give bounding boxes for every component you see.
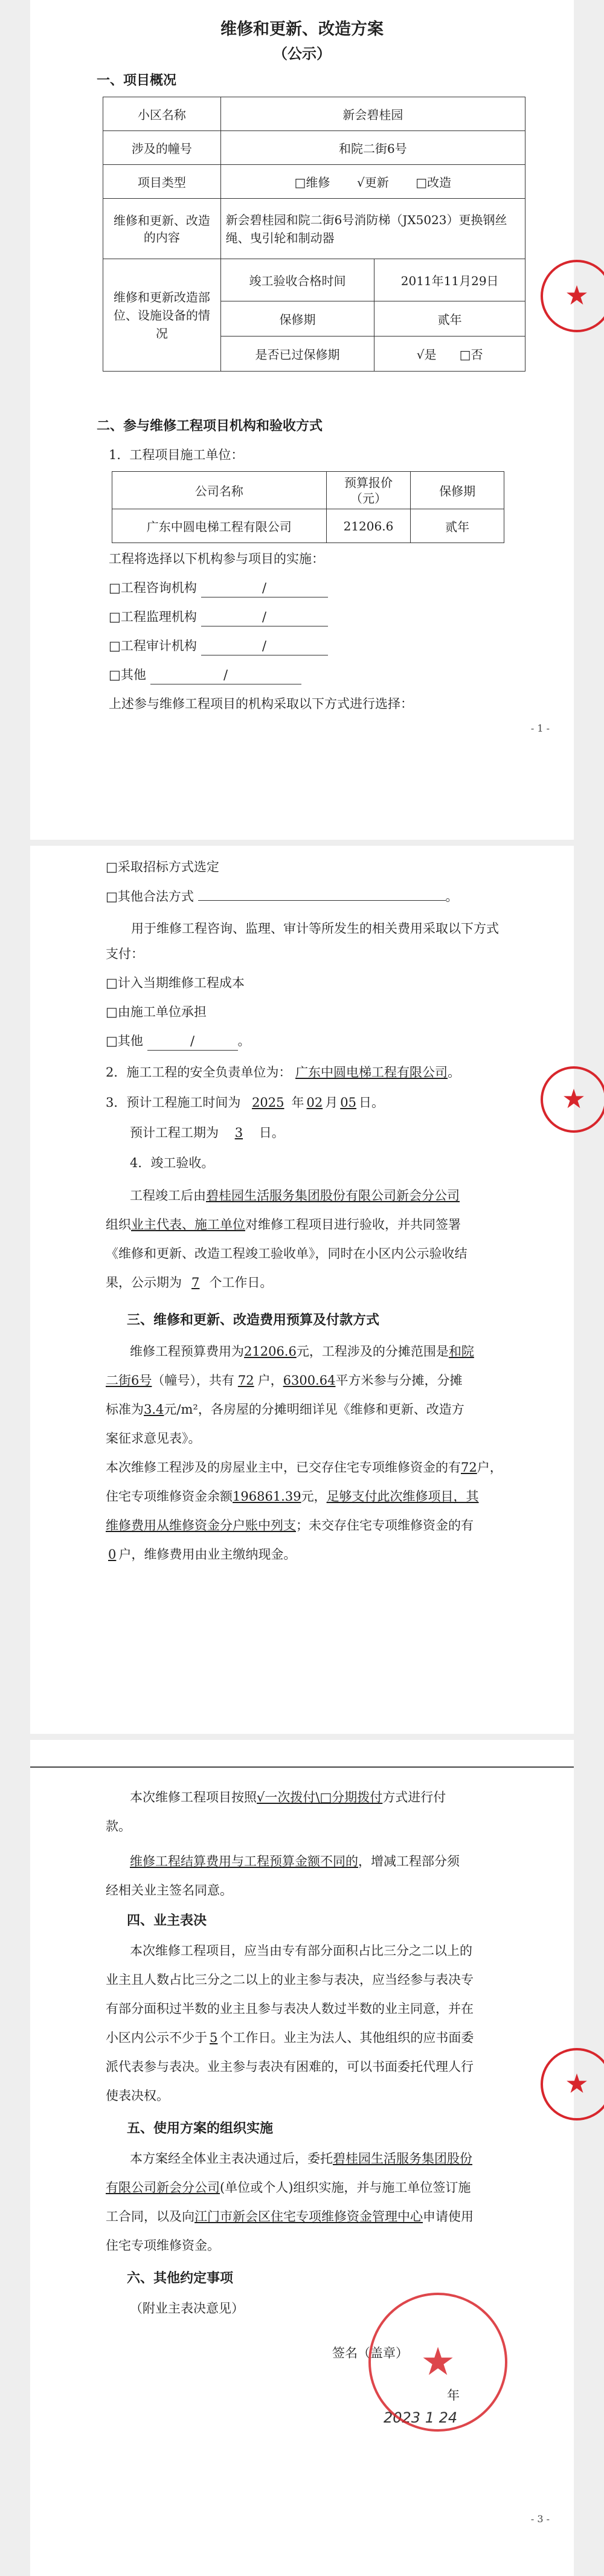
pay-line-2: 款。: [106, 1819, 131, 1834]
other-option: [109, 666, 301, 684]
page-3: [30, 1740, 589, 2576]
document-title: 维修和更新、改造方案: [220, 20, 384, 39]
status-label: 维修和更新改造部位、设施设备的情况: [103, 259, 221, 372]
acceptance-l4c: 个工作日。: [209, 1275, 273, 1290]
budget-l2f: 平方米参与分摊，分摊: [335, 1373, 463, 1388]
company-header-name: 公司名称: [112, 472, 327, 509]
budget-l3a: 标准为: [106, 1402, 144, 1417]
year-mark: 年: [447, 2388, 460, 2403]
impl-line-3: [106, 2207, 474, 2226]
impl-l3a: 工合同，以及向: [106, 2209, 194, 2224]
signature-label: 签名（盖章）: [332, 2346, 408, 2360]
budget-households: 72: [237, 1373, 254, 1388]
impl-line-2: [106, 2178, 471, 2197]
impl-l2b: (单位或个人)组织实施，并与施工单位签订施: [220, 2180, 471, 2195]
fund-line-1: [106, 1458, 503, 1476]
budget-line-2: [106, 1371, 462, 1389]
seal-star-icon: ★: [565, 2069, 589, 2099]
company-seal: [368, 2293, 507, 2432]
fee-opt-3-label: □其他: [106, 1034, 143, 1048]
fund-unpaid-households: 0: [108, 1547, 117, 1562]
consult-blank: /: [201, 579, 328, 597]
opt-other-blank: [198, 887, 446, 901]
duration-value: 3: [234, 1125, 243, 1140]
completion-value: 2011年11月29日: [374, 259, 525, 301]
overview-table: [103, 97, 525, 372]
item-2-label: 2．施工工程的安全负责单位为：: [106, 1065, 292, 1080]
vote-line-1: 本次维修工程项目，应当由专有部分面积占比三分之二以上的: [130, 1943, 472, 1958]
audit-blank: /: [201, 637, 328, 655]
expired-options: [374, 336, 525, 372]
settle-l1a: 维修工程结算费用与工程预算金额不同的: [130, 1854, 358, 1869]
fund-l3b: ；未交存住宅专项维修资金的有: [296, 1518, 474, 1533]
fund-l1a: 本次维修工程涉及的房屋业主中，已交存住宅专项维修资金的有: [106, 1460, 461, 1475]
item-2-value: 广东中圆电梯工程有限公司: [295, 1065, 448, 1080]
budget-l2d: 户，: [257, 1373, 283, 1388]
red-seal-3: [541, 2048, 604, 2120]
impl-l1b: 碧桂园生活服务集团股份: [333, 2151, 472, 2166]
type-option-repair: □维修: [294, 175, 330, 190]
opt-bid: □采取招标方式选定: [106, 860, 219, 874]
company-table: [112, 471, 504, 543]
acceptance-l1a: 工程竣工后由: [130, 1188, 206, 1203]
content-label: 维修和更新、改造的内容: [103, 199, 221, 259]
acceptance-line-3: 《维修和更新、改造工程竣工验收单》，同时在小区内公示验收结: [106, 1246, 467, 1261]
vote-days: 5: [210, 2030, 218, 2045]
acceptance-l2a: 组织: [106, 1217, 131, 1232]
impl-l2a: 有限公司新会分公司: [106, 2180, 220, 2195]
budget-rate: 3.4: [144, 1402, 164, 1417]
attachment-note: （附业主表决意见）: [130, 2301, 244, 2316]
publicity-days: 7: [191, 1275, 200, 1290]
item-4: 4．竣工验收。: [130, 1156, 214, 1170]
select-intro: 工程将选择以下机构参与项目的实施：: [109, 552, 324, 566]
impl-l3c: 申请使用: [423, 2209, 474, 2224]
duration-unit: 日。: [259, 1125, 284, 1140]
budget-l1d: 和院: [448, 1344, 474, 1359]
section-2-heading: 二、参与维修工程项目机构和验收方式: [97, 418, 323, 434]
fee-opt-3-blank: /: [147, 1032, 238, 1051]
fund-l2d: 足够支付此次维修项目，其: [326, 1489, 479, 1504]
consult-label: □工程咨询机构: [109, 581, 197, 595]
budget-l2b: （幢号），共有: [152, 1373, 234, 1388]
community-label: 小区名称: [103, 97, 221, 131]
content-value: 新会碧桂园和院二街6号消防梯（JX5023）更换钢丝绳、曳引轮和制动器: [220, 199, 525, 259]
item-3: 3．预计工程施工时间为 2025 年 02 月 05 日。: [106, 1095, 384, 1110]
start-day: 05: [340, 1095, 356, 1110]
other-label: □其他: [109, 668, 146, 682]
budget-l1c: 元，工程涉及的分摊范围是: [296, 1344, 449, 1359]
audit-label: □工程审计机构: [109, 639, 197, 653]
duration: [130, 1124, 284, 1142]
document-subtitle: （公示）: [273, 45, 331, 62]
budget-building: 二街6号: [106, 1373, 152, 1388]
budget-area: 6300.64: [283, 1373, 336, 1388]
company-header-warranty: 保修期: [411, 472, 504, 509]
type-option-renovate: □改造: [416, 175, 452, 190]
other-blank: /: [150, 666, 301, 684]
consult-option: [109, 579, 328, 597]
red-seal-2: [541, 1066, 604, 1133]
acceptance-organizer: 碧桂园生活服务集团股份有限公司新会分公司: [206, 1188, 460, 1203]
opt-other: □其他合法方式 。: [106, 887, 458, 906]
vote-line-3: 有部分面积过半数的业主且参与表决人数过半数的业主同意，并在: [106, 2001, 474, 2016]
impl-line-4: 住宅专项维修资金。: [106, 2238, 220, 2253]
budget-amount: 21206.6: [244, 1344, 297, 1359]
budget-l1a: 维修工程预算费用为: [130, 1344, 244, 1359]
warranty-value: 贰年: [374, 301, 525, 336]
company-warranty: 贰年: [411, 509, 504, 543]
vote-l4a: 小区内公示不少于: [106, 2030, 207, 2045]
page-number-3: - 3 -: [530, 2513, 550, 2525]
fund-balance: 196861.39: [233, 1489, 301, 1504]
company-price: 21206.6: [326, 509, 411, 543]
section-5-heading: 五、使用方案的组织实施: [127, 2120, 274, 2136]
impl-line-1: [130, 2149, 472, 2168]
unit-intro: 1．工程项目施工单位：: [109, 448, 244, 462]
fund-l3a: 维修费用从维修资金分户账中列支: [106, 1518, 296, 1533]
section-6-heading: 六、其他约定事项: [127, 2270, 234, 2286]
acceptance-line-1: [130, 1187, 460, 1205]
type-option-update: √更新: [356, 175, 389, 190]
vote-line-6: 使表决权。: [106, 2088, 169, 2103]
vote-l4c: 个工作日。业主为法人、其他组织的应书面委: [220, 2030, 474, 2045]
budget-line-3: [106, 1400, 464, 1418]
vote-line-4: [106, 2029, 474, 2047]
impl-l3b: 江门市新会区住宅专项维修资金管理中心: [194, 2209, 423, 2224]
acceptance-participants: 业主代表、施工单位: [131, 1217, 245, 1232]
warranty-label: 保修期: [220, 301, 374, 336]
page-number-1: - 1 -: [530, 723, 550, 734]
start-year: 2025: [252, 1095, 284, 1110]
completion-label: 竣工验收合格时间: [220, 259, 374, 301]
pay-l1a: 本次维修工程项目按照: [130, 1790, 257, 1805]
fee-opt-3: □其他 / 。: [106, 1032, 251, 1051]
handwritten-date: 2023 1 24: [384, 2409, 458, 2426]
supervise-label: □工程监理机构: [109, 610, 197, 624]
budget-line-4: 案征求意见表》。: [106, 1431, 201, 1446]
expired-no: □否: [459, 347, 483, 362]
red-seal-1: [541, 260, 604, 332]
seal-star-icon: ★: [565, 280, 589, 311]
budget-line-1: [130, 1342, 474, 1360]
pay-line-1: [130, 1788, 446, 1806]
seal-star-icon: ★: [562, 1084, 586, 1115]
expired-yes: √是: [416, 347, 437, 362]
expired-label: 是否已过保修期: [220, 336, 374, 372]
section-4-heading: 四、业主表决: [127, 1913, 207, 1928]
impl-l1a: 本方案经全体业主表决通过后，委托: [130, 2151, 333, 2166]
fee-opt-2: □由施工单位承担: [106, 1005, 207, 1019]
building-value: 和院二街6号: [220, 131, 525, 165]
community-value: 新会碧桂园: [220, 97, 525, 131]
settle-line-1: [130, 1852, 460, 1870]
opt-other-label: □其他合法方式: [106, 889, 194, 904]
acceptance-line-4: [106, 1274, 272, 1292]
section-3-heading: 三、维修和更新、改造费用预算及付款方式: [127, 1312, 380, 1328]
budget-l3c: 元/m²，各房屋的分摊明细详见《维修和更新、改造方: [164, 1402, 464, 1417]
fund-households: 72: [461, 1460, 477, 1475]
acceptance-line-2: [106, 1216, 461, 1234]
company-name: 广东中圆电梯工程有限公司: [112, 509, 327, 543]
pay-method: √一次拨付\□分期拨付: [257, 1790, 383, 1805]
page-2: [30, 846, 586, 1734]
settle-line-2: 经相关业主签名同意。: [106, 1883, 233, 1898]
fund-l1c: 户，: [477, 1460, 503, 1475]
fund-line-3: [106, 1516, 474, 1534]
vote-line-5: 派代表参与表决。业主参与表决有困难的，可以书面委托代理人行: [106, 2059, 474, 2074]
type-options: [220, 165, 525, 199]
method-intro: 上述参与维修工程项目的机构采取以下方式进行选择：: [109, 697, 413, 711]
start-month: 02: [306, 1095, 323, 1110]
duration-label: 预计工程工期为: [130, 1125, 219, 1140]
seal-star-icon: ★: [420, 2340, 455, 2384]
page-3-rule: [30, 1766, 574, 1768]
acceptance-l2c: 对维修工程项目进行验收，并共同签署: [245, 1217, 461, 1232]
vote-line-2: 业主且人数占比三分之二以上的业主参与表决，应当经参与表决专: [106, 1972, 474, 1987]
type-label: 项目类型: [103, 165, 221, 199]
supervise-blank: /: [201, 608, 328, 626]
item-3-label: 3．预计工程施工时间为: [106, 1095, 241, 1110]
fund-l2a: 住宅专项维修资金余额: [106, 1489, 233, 1504]
audit-option: [109, 637, 328, 655]
building-label: 涉及的幢号: [103, 131, 221, 165]
supervise-option: [109, 608, 328, 626]
page-1: [30, 0, 589, 840]
fee-opt-1: □计入当期维修工程成本: [106, 976, 245, 990]
pay-l1c: 方式进行付: [382, 1790, 446, 1805]
settle-l1b: ，增减工程部分须: [358, 1854, 460, 1869]
item-2: 2．施工工程的安全负责单位为： 广东中圆电梯工程有限公司。: [106, 1065, 461, 1080]
fee-intro: 用于维修工程咨询、监理、审计等所发生的相关费用采取以下方式支付：: [106, 921, 499, 961]
fund-line-2: [106, 1487, 479, 1505]
fund-l2c: 元，: [301, 1489, 327, 1504]
acceptance-l4a: 果，公示期为: [106, 1275, 182, 1290]
company-header-price: 预算报价（元）: [326, 472, 411, 509]
fund-l4b: 户，维修费用由业主缴纳现金。: [118, 1547, 297, 1562]
section-1-heading: 一、项目概况: [97, 72, 177, 88]
fund-line-4: [106, 1545, 296, 1563]
